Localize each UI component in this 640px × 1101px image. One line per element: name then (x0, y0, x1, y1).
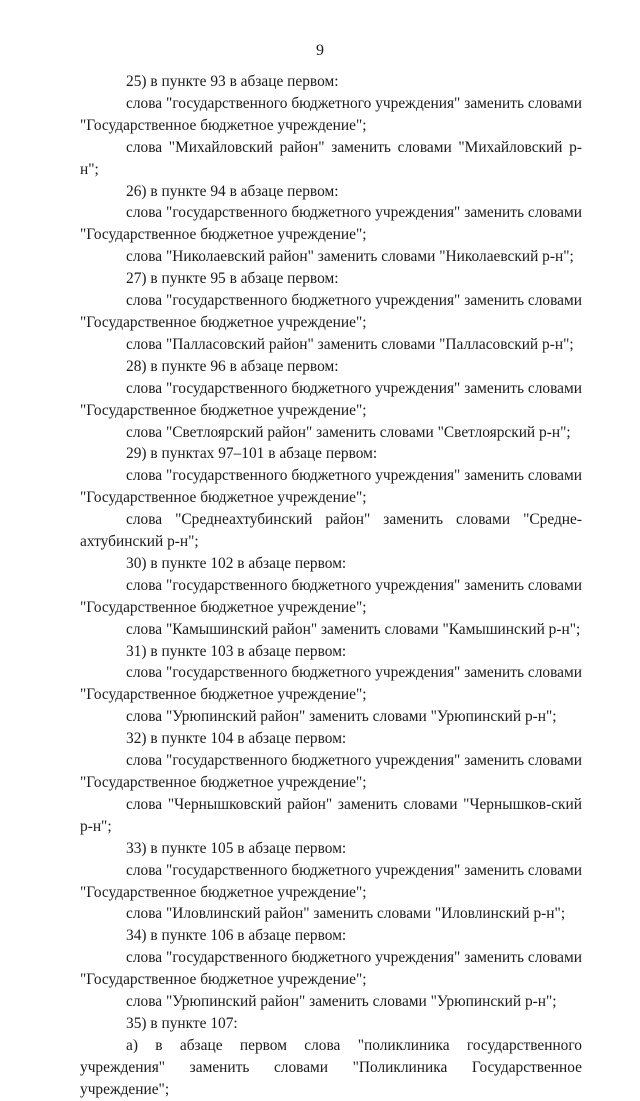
paragraph: слова "государственного бюджетного учреждения" заменить словами "Государственное бюджетное учреждение"; (80, 861, 582, 901)
paragraph: слова "Николаевский район" заменить словами "Николаевский р-н"; (126, 248, 574, 266)
paragraph: 30) в пункте 102 в абзаце первом: (126, 554, 347, 572)
paragraph: 26) в пункте 94 в абзаце первом: (126, 182, 339, 200)
paragraph: слова "Камышинский район" заменить словами "Камышинский р-н"; (126, 620, 581, 638)
paragraph: 29) в пунктах 97–101 в абзаце первом: (126, 445, 378, 463)
paragraph: 28) в пункте 96 в абзаце первом: (126, 357, 339, 375)
paragraph: слова "Михайловский район" заменить словами "Михайловский р-н"; (80, 138, 582, 178)
paragraph: слова "Чернышковский район" заменить словами "Чернышков-ский р-н"; (80, 795, 582, 835)
paragraph: слова "Среднеахтубинский район" заменить словами "Средне-ахтубинский р-н"; (80, 511, 582, 551)
paragraph: слова "государственного бюджетного учреждения" заменить словами "Государственное бюджетное учреждение"; (80, 576, 582, 616)
paragraph: 25) в пункте 93 в абзаце первом: (126, 73, 339, 90)
paragraph: слова "Урюпинский район" заменить словами "Урюпинский р-н"; (126, 708, 557, 726)
paragraph: 27) в пункте 95 в абзаце первом: (126, 270, 339, 288)
paragraph: слова "государственного бюджетного учреждения" заменить словами "Государственное бюджетное учреждение"; (80, 752, 582, 791)
page-number: 9 (316, 42, 324, 59)
paragraph: слова "государственного бюджетного учреждения" заменить словами "Государственное бюджетное учреждение"; (80, 204, 582, 244)
paragraph: слова "государственного бюджетного учреждения" заменить словами "Государственное бюджетное учреждение"; (80, 94, 582, 134)
paragraph: слова "Палласовский район" заменить словами "Палласовский р-н"; (126, 335, 574, 353)
paragraph: слова "Светлоярский район" заменить словами "Светлоярский р-н"; (126, 423, 571, 441)
paragraph: а) в абзаце первом слова "поликлиника государственного учреждения" заменить словами "Поликлиника Государственное учреждение"; (80, 1036, 582, 1098)
paragraph: 32) в пункте 104 в абзаце первом: (126, 730, 347, 748)
paragraph: слова "государственного бюджетного учреждения" заменить словами "Государственное бюджетное учреждение"; (80, 467, 582, 507)
paragraph: 34) в пункте 106 в абзаце первом: (126, 927, 347, 945)
paragraph: слова "государственного бюджетного учреждения" заменить словами "Государственное бюджетное учреждение"; (80, 292, 582, 331)
paragraph: 31) в пункте 103 в абзаце первом: (126, 642, 347, 660)
paragraph: слова "государственного бюджетного учреждения" заменить словами "Государственное бюджетное учреждение"; (80, 379, 582, 419)
paragraph: слова "государственного бюджетного учреждения" заменить словами "Государственное бюджетное учреждение"; (80, 949, 582, 989)
paragraph: слова "Иловлинский район" заменить словами "Иловлинский р-н"; (126, 905, 566, 923)
paragraph: 33) в пункте 105 в абзаце первом: (126, 839, 347, 857)
document-body (80, 71, 582, 1101)
paragraph: 35) в пункте 107: (126, 1014, 238, 1032)
paragraph: слова "государственного бюджетного учреждения" заменить словами "Государственное бюджетное учреждение"; (80, 664, 582, 704)
paragraph: слова "Урюпинский район" заменить словами "Урюпинский р-н"; (126, 993, 557, 1011)
